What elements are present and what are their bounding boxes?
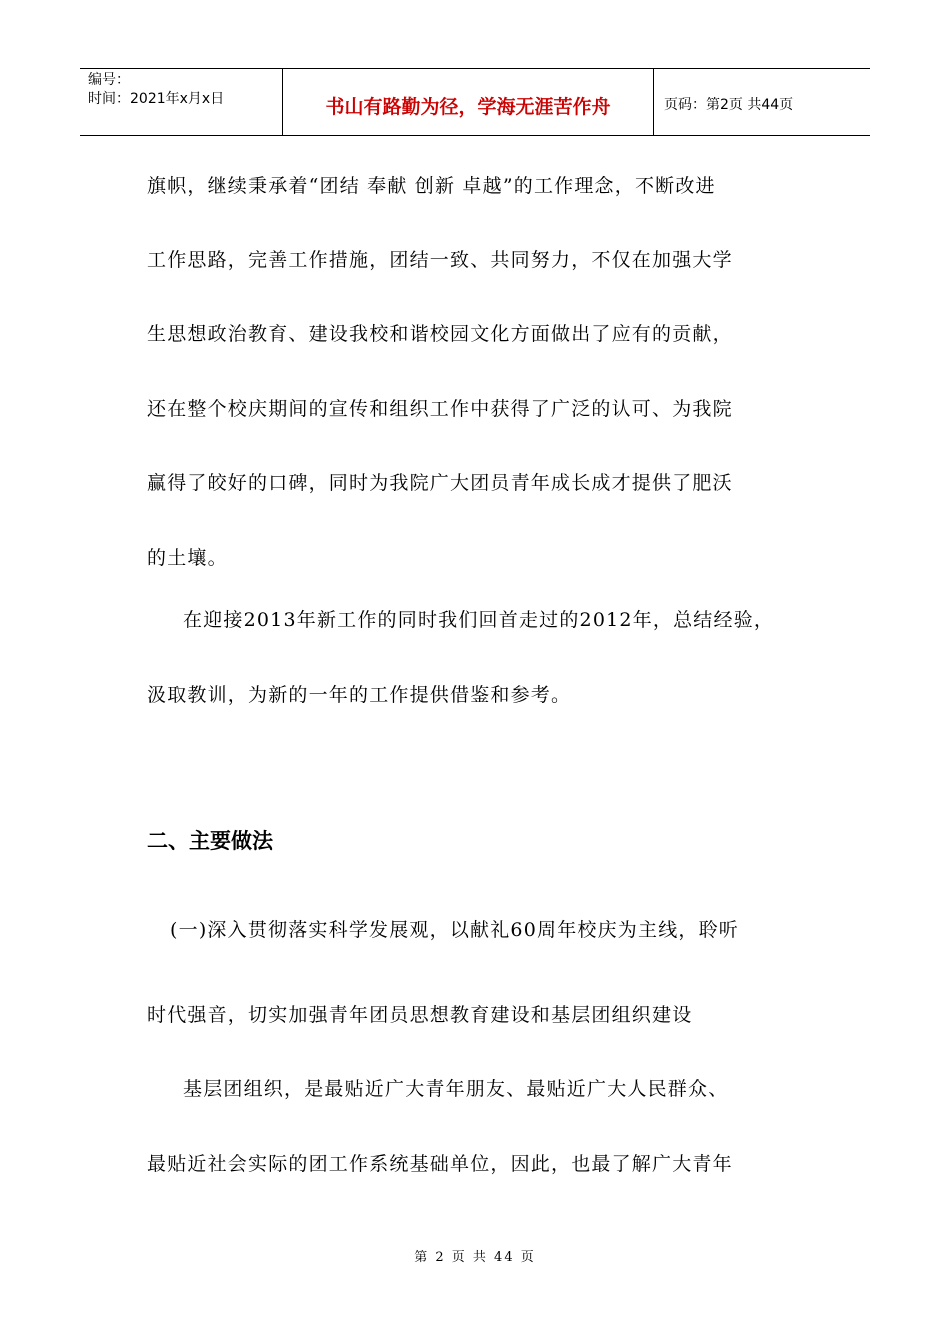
subsection-title-line: 时代强音，切实加强青年团员思想教育建设和基层团组织建设 — [147, 1004, 693, 1026]
page-footer: 第 2 页 共 44 页 — [414, 1250, 536, 1265]
subsection-title-line: (一)深入贯彻落实科学发展观，以献礼60周年校庆为主线，聆听 — [170, 919, 740, 941]
paragraph-line: 最贴近社会实际的团工作系统基础单位，因此，也最了解广大青年 — [147, 1153, 733, 1175]
paragraph-line: 在迎接2013年新工作的同时我们回首走过的2012年，总结经验， — [183, 609, 775, 631]
number-label: 编号： — [88, 72, 130, 88]
section-heading: 二、主要做法 — [147, 829, 273, 853]
date-label: 时间：2021年x月x日 — [88, 91, 225, 107]
paragraph-line: 赢得了皎好的口碑，同时为我院广大团员青年成长成才提供了肥沃 — [147, 472, 733, 494]
page-header — [80, 68, 870, 136]
paragraph-line: 旗帜，继续秉承着“团结 奉献 创新 卓越”的工作理念，不断改进 — [147, 175, 716, 197]
header-meta — [80, 69, 282, 135]
paragraph-line: 生思想政治教育、建设我校和谐校园文化方面做出了应有的贡献， — [147, 323, 733, 345]
paragraph-line: 的土壤。 — [147, 547, 228, 569]
paragraph-line: 还在整个校庆期间的宣传和组织工作中获得了广泛的认可、为我院 — [147, 398, 733, 420]
paragraph-line: 基层团组织，是最贴近广大青年朋友、最贴近广大人民群众、 — [183, 1078, 729, 1100]
header-page-info: 页码：第2页 共44页 — [664, 97, 794, 113]
paragraph-line: 汲取教训，为新的一年的工作提供借鉴和参考。 — [147, 684, 572, 706]
header-motto: 书山有路勤为径，学海无涯苦作舟 — [282, 69, 654, 135]
paragraph-line: 工作思路，完善工作措施，团结一致、共同努力，不仅在加强大学 — [147, 249, 733, 271]
